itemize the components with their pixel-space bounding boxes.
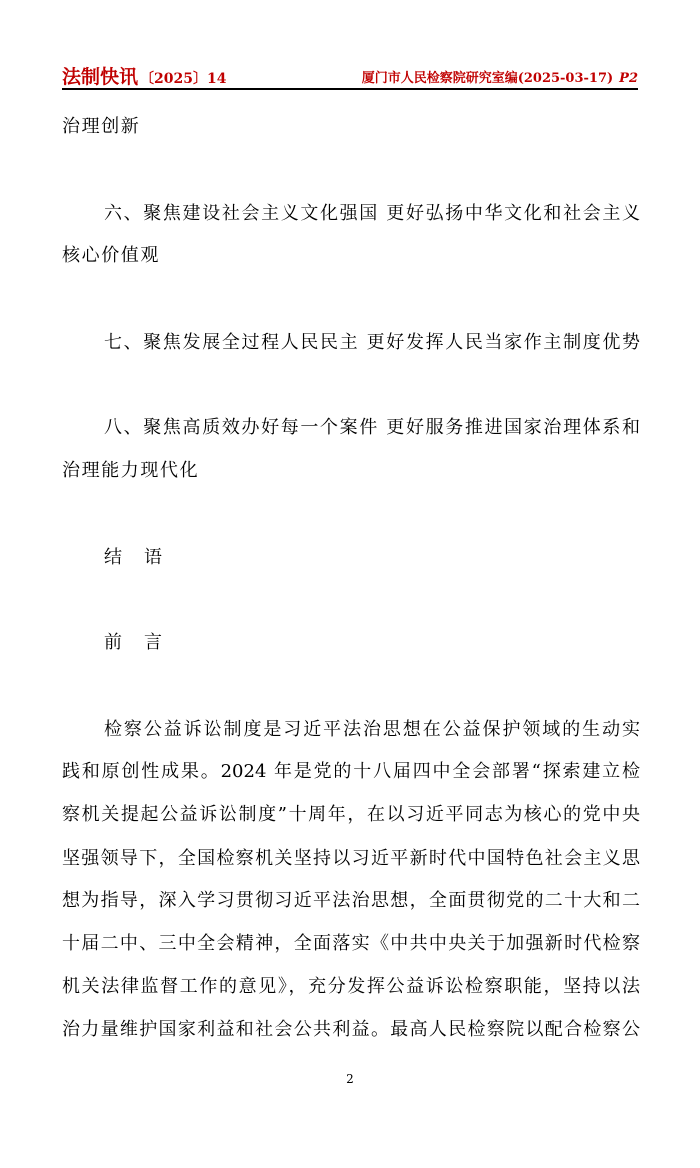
section-heading-8: 八、聚焦高质效办好每一个案件 更好服务推进国家治理体系和 [104, 417, 640, 438]
publication-name: 法制快讯 [62, 66, 139, 88]
header-right [362, 67, 638, 86]
header-page-tag: P2 [619, 71, 638, 86]
paragraph-line: 十届二中、三中全会精神，全面落实《中共中央关于加强新时代检察 [62, 933, 640, 954]
text-line-continuation: 治理创新 [62, 116, 141, 137]
page-header [62, 56, 638, 90]
header-divider [62, 88, 638, 90]
paragraph-line: 坚强领导下，全国检察机关坚持以习近平新时代中国特色社会主义思 [62, 848, 640, 869]
page-number: 2 [346, 1072, 354, 1086]
preface-heading: 前言 [104, 632, 184, 653]
section-heading-8-continued: 治理能力现代化 [62, 460, 200, 481]
publisher-line: 厦门市人民检察院研究室编(2025-03-17) [361, 71, 614, 86]
paragraph-line: 检察公益诉讼制度是习近平法治思想在公益保护领域的生动实 [104, 719, 640, 740]
paragraph-line: 机关法律监督工作的意见》，充分发挥公益诉讼检察职能，坚持以法 [62, 976, 640, 997]
conclusion-heading: 结语 [104, 547, 184, 568]
header-left [62, 62, 226, 89]
paragraph-line: 想为指导，深入学习贯彻习近平法治思想，全面贯彻党的二十大和二 [62, 890, 640, 911]
paragraph-line: 治力量维护国家利益和社会公共利益。最高人民检察院以配合检察公 [62, 1019, 640, 1040]
section-heading-7: 七、聚焦发展全过程人民民主 更好发挥人民当家作主制度优势 [104, 332, 640, 353]
paragraph-line: 察机关提起公益诉讼制度”十周年，在以习近平同志为核心的党中央 [62, 804, 640, 825]
paragraph-line: 践和原创性成果。2024 年是党的十八届四中全会部署“探索建立检 [62, 761, 640, 782]
section-heading-6-continued: 核心价值观 [62, 245, 160, 266]
section-heading-6: 六、聚焦建设社会主义文化强国 更好弘扬中华文化和社会主义 [104, 203, 640, 224]
issue-number: 〔2025〕14 [140, 71, 227, 87]
